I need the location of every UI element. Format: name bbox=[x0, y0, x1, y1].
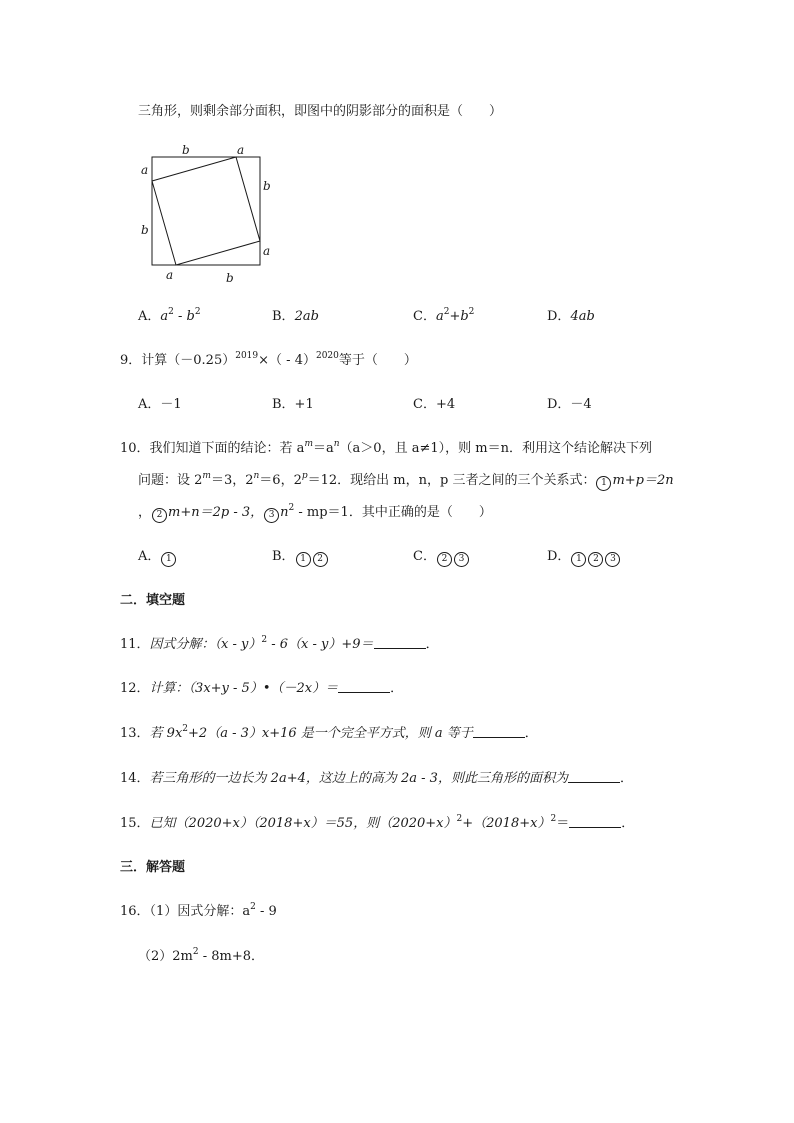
circle-number: 2 bbox=[152, 508, 167, 523]
q8-square-figure bbox=[136, 140, 276, 290]
outer-square bbox=[152, 157, 260, 265]
answer-blank[interactable] bbox=[374, 636, 426, 649]
inner-square bbox=[152, 157, 260, 265]
q10-option-a[interactable]: A． 1 bbox=[138, 548, 177, 567]
q9-option-b[interactable]: B．+1 bbox=[272, 397, 314, 412]
q10-option-b[interactable]: B． 1 2 bbox=[272, 548, 329, 567]
q11: 11．因式分解：（x - y）$^2$ - 6（x - y）+9＝ ． bbox=[120, 635, 439, 652]
q16-part1: 16．（1）因式分解：$a^2 - 9$ bbox=[120, 902, 277, 919]
circle-number: 1 bbox=[596, 476, 611, 491]
answer-blank[interactable] bbox=[569, 815, 621, 828]
label-right-a: a bbox=[263, 244, 271, 258]
q10-line3: ， 2 m+n＝2p - 3， 3 $n^2 - mp=1$．其中正确的是（ ） bbox=[138, 504, 492, 523]
q16-part2: $(2)2m^2 - 8m+8$． bbox=[138, 947, 265, 964]
circle-number: 3 bbox=[264, 508, 279, 523]
q9-option-a[interactable]: A．－1 bbox=[138, 397, 182, 412]
label-top-b: b bbox=[182, 143, 190, 157]
section-heading-fill-in: 二．填空题 bbox=[120, 593, 186, 608]
q10-line1: 10．我们知道下面的结论：若 $a^m=a^n(a>0$，且 a≠1），则 m＝n．利用这个结论解决下列 bbox=[120, 439, 652, 456]
q10-option-d[interactable]: D． 1 2 3 bbox=[547, 548, 621, 567]
q9-option-c[interactable]: C．+4 bbox=[413, 397, 456, 412]
answer-blank[interactable] bbox=[473, 725, 525, 738]
q13: 13．若 $9x^2+2(a - 3)x+16$ 是一个完全平方式，则 a 等于 ． bbox=[120, 724, 538, 741]
q15: 15．已知（2020+x）（2018+x）＝55，则$(2020+x)^2+(2018+x)^2=$ ． bbox=[120, 814, 635, 831]
label-left-b: b bbox=[141, 223, 149, 237]
answer-blank[interactable] bbox=[568, 770, 620, 783]
label-top-a: a bbox=[237, 143, 245, 157]
q8-option-d[interactable]: D．4ab bbox=[547, 309, 595, 324]
label-left-a: a bbox=[141, 163, 149, 177]
q9-option-d[interactable]: D．－4 bbox=[547, 397, 592, 412]
answer-blank[interactable] bbox=[338, 680, 390, 693]
label-bottom-b: b bbox=[226, 271, 234, 285]
q10-option-c[interactable]: C． 2 3 bbox=[413, 548, 470, 567]
q8-option-c[interactable]: C．$a^2+b^2$ bbox=[413, 307, 475, 324]
q8-stem: 三角形，则剩余部分面积，即图中的阴影部分的面积是（ ） bbox=[138, 104, 503, 119]
label-bottom-a: a bbox=[166, 268, 174, 282]
q8-option-a[interactable]: A．$a^2 - b^2$ bbox=[138, 307, 201, 324]
section-heading-solve: 三．解答题 bbox=[120, 860, 186, 875]
q10-line2: 问题：设 $2^m=3$，$2^n=6$，$2^p=12$．现给出 m，n，p 三者之间的三个关系式： 1 m+p＝2n bbox=[138, 472, 674, 491]
q8-option-b[interactable]: B．2ab bbox=[272, 309, 319, 324]
q14: 14．若三角形的一边长为 2a+4，这边上的高为 2a - 3，则此三角形的面积为 ． bbox=[120, 771, 633, 786]
q12: 12．计算：（3x+y - 5）•（－2x）＝ ． bbox=[120, 681, 404, 696]
label-right-b: b bbox=[263, 179, 271, 193]
q9-stem: 9．计算$(-0.25)^{2019}\times( - 4)^{2020}$等于（ ） bbox=[120, 351, 417, 368]
